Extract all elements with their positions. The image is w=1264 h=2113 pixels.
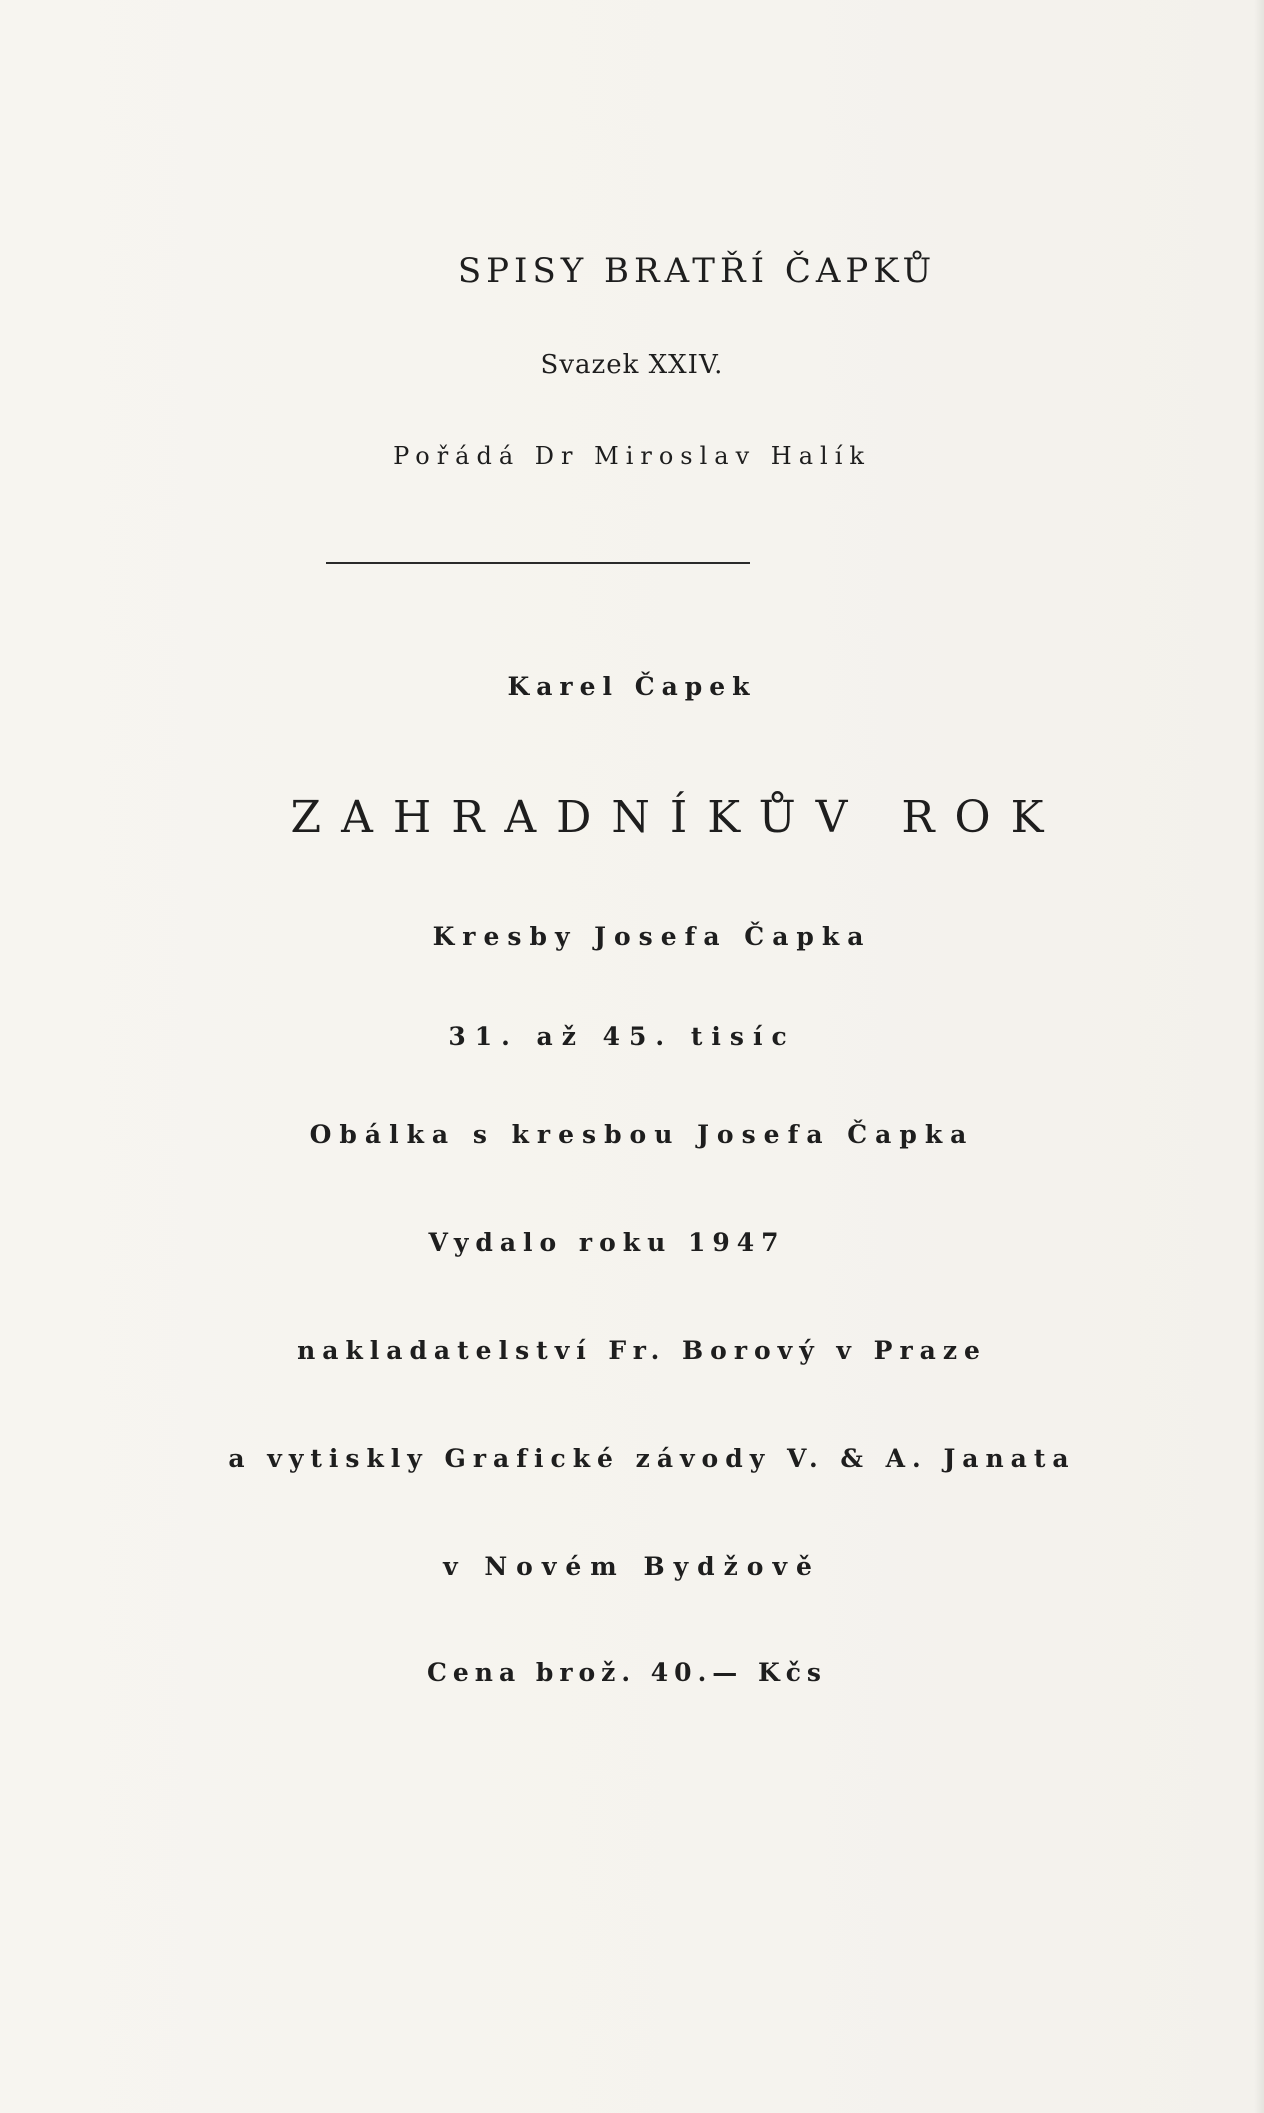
series-title: SPISY BRATŘÍ ČAPKŮ	[457, 251, 937, 291]
author-name: Karel Čapek	[507, 672, 757, 701]
publisher-line: nakladatelství Fr. Borový v Praze	[297, 1336, 987, 1365]
print-run: 31. až 45. tisíc	[448, 1022, 796, 1051]
volume-number: Svazek XXIV.	[540, 350, 724, 380]
printer-city: v Novém Bydžově	[443, 1552, 821, 1581]
cover-credit: Obálka s kresbou Josefa Čapka	[309, 1120, 975, 1149]
publication-year: Vydalo roku 1947	[428, 1228, 786, 1257]
price-line: Cena brož. 40.— Kčs	[426, 1658, 828, 1687]
illustrations-credit: Kresby Josefa Čapka	[432, 922, 872, 951]
page-edge-shadow	[1254, 0, 1264, 2113]
book-title: ZAHRADNÍKŮV ROK	[290, 792, 1064, 843]
editor-line: Pořádá Dr Miroslav Halík	[393, 442, 871, 470]
divider-rule	[326, 562, 750, 564]
printer-line: a vytiskly Grafické závody V. & A. Janata	[228, 1444, 1076, 1473]
